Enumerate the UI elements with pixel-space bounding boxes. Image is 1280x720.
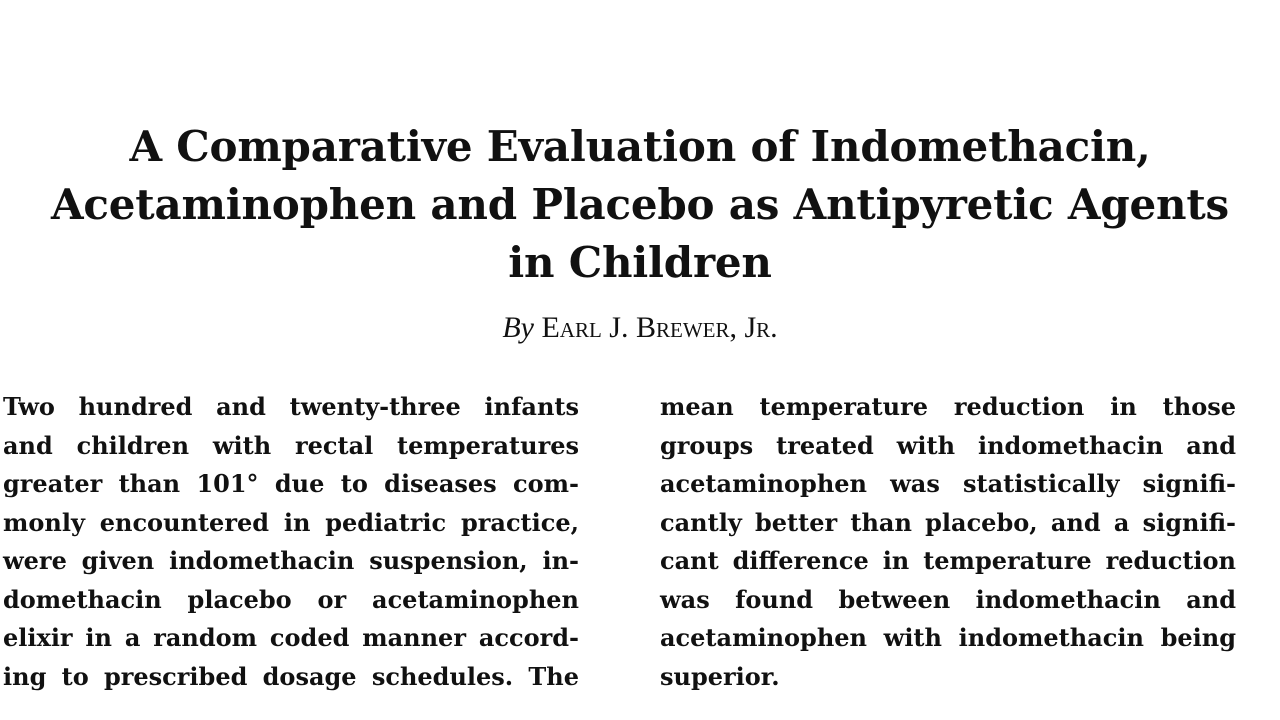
author-name: Earl J. Brewer, Jr.: [541, 311, 778, 344]
abstract-line: cant difference in temperature reduction: [660, 546, 1236, 575]
abstract-line: monly encountered in pediatric practice,: [3, 507, 579, 537]
abstract-line: Two hundred and twenty-three infants: [3, 392, 579, 421]
byline-prefix: By: [502, 311, 534, 344]
abstract-line: cantly better than placebo, and a signifi-: [660, 507, 1236, 537]
byline: [0, 310, 1280, 346]
abstract-line: groups treated with indomethacin and: [660, 430, 1236, 460]
abstract-line: elixir in a random coded manner accord-: [3, 623, 579, 652]
abstract-line: was found between indomethacin and: [660, 584, 1236, 614]
abstract-line: and children with rectal temperatures: [3, 430, 579, 460]
title-line-1: A Comparative Evaluation of Indomethacin,: [129, 122, 1151, 171]
abstract-left-column: [3, 388, 579, 696]
title-line-3: in Children: [508, 238, 772, 287]
abstract-line: mean temperature reduction in those: [660, 392, 1236, 421]
abstract-line: were given indomethacin suspension, in-: [3, 546, 579, 575]
title-line-2: Acetaminophen and Placebo as Antipyretic Agents: [50, 180, 1229, 229]
abstract-line: superior.: [660, 661, 780, 691]
abstract-line: ing to prescribed dosage schedules. The: [3, 661, 579, 691]
abstract-right-column: [660, 388, 1236, 696]
abstract-line: acetaminophen was statistically signifi-: [660, 469, 1236, 498]
abstract-line: acetaminophen with indomethacin being: [660, 623, 1236, 652]
paper-title: [0, 118, 1280, 292]
abstract-line: domethacin placebo or acetaminophen: [3, 584, 579, 614]
abstract-line: greater than 101° due to diseases com-: [3, 469, 579, 498]
